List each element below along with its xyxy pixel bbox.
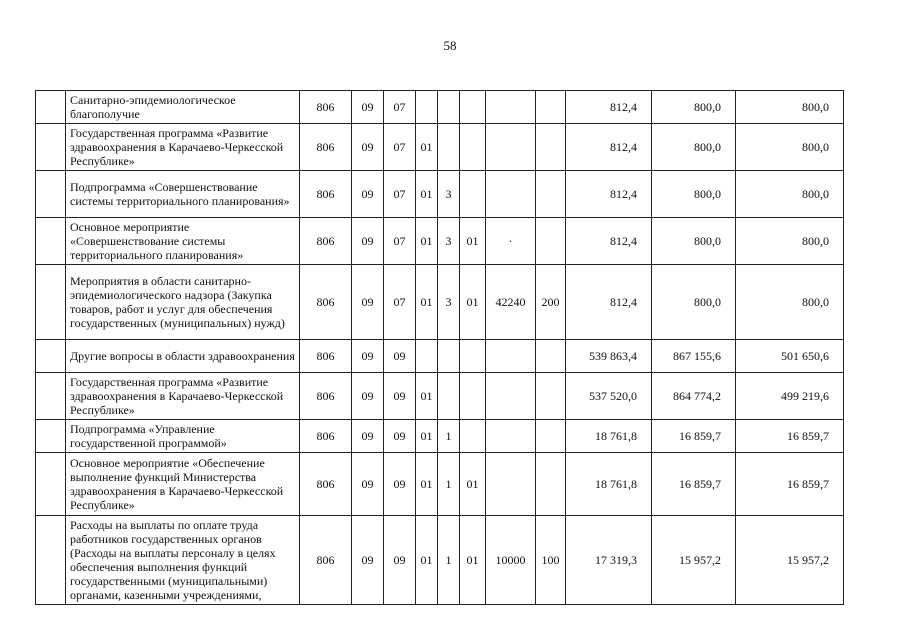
cell-ved: 806 — [300, 516, 352, 605]
cell-sub — [438, 373, 460, 420]
margin-cell — [36, 265, 66, 340]
cell-ved: 806 — [300, 340, 352, 373]
row-name: Основное мероприятие «Совершенствование системы территориального планирования» — [66, 218, 300, 265]
cell-pr: 09 — [384, 340, 416, 373]
cell-sum-2: 15 957,2 — [652, 516, 736, 605]
cell-napr — [486, 124, 536, 171]
cell-prog — [416, 91, 438, 124]
cell-sum-3: 800,0 — [736, 91, 844, 124]
cell-sum-1: 812,4 — [566, 171, 652, 218]
cell-rz: 09 — [352, 265, 384, 340]
cell-prog: 01 — [416, 171, 438, 218]
cell-sub — [438, 340, 460, 373]
cell-rz: 09 — [352, 340, 384, 373]
cell-rz: 09 — [352, 218, 384, 265]
cell-sum-1: 812,4 — [566, 265, 652, 340]
row-name: Основное мероприятие «Обеспечение выполнение функций Министерства здравоохранения в Карачаево-Черкесской Республике» — [66, 453, 300, 516]
cell-sum-3: 16 859,7 — [736, 420, 844, 453]
cell-vr: 200 — [536, 265, 566, 340]
cell-pr: 07 — [384, 171, 416, 218]
cell-vr — [536, 453, 566, 516]
cell-sum-3: 800,0 — [736, 218, 844, 265]
table-row — [36, 373, 844, 420]
cell-sub: 1 — [438, 516, 460, 605]
cell-rz: 09 — [352, 171, 384, 218]
cell-vr — [536, 340, 566, 373]
cell-prog: 01 — [416, 453, 438, 516]
table-row — [36, 453, 844, 516]
cell-mer — [460, 91, 486, 124]
row-name: Мероприятия в области санитарно-эпидемиологического надзора (Закупка товаров, работ и услуг для обеспечения государственных (муниципальных) нужд) — [66, 265, 300, 340]
cell-mer — [460, 340, 486, 373]
margin-cell — [36, 171, 66, 218]
cell-sub — [438, 124, 460, 171]
cell-napr — [486, 373, 536, 420]
cell-sum-2: 864 774,2 — [652, 373, 736, 420]
cell-vr — [536, 373, 566, 420]
cell-prog: 01 — [416, 124, 438, 171]
cell-sum-3: 800,0 — [736, 171, 844, 218]
cell-prog: 01 — [416, 516, 438, 605]
cell-sum-1: 537 520,0 — [566, 373, 652, 420]
cell-mer: 01 — [460, 516, 486, 605]
margin-cell — [36, 218, 66, 265]
table-row — [36, 265, 844, 340]
cell-sub — [438, 91, 460, 124]
cell-rz: 09 — [352, 453, 384, 516]
cell-prog: 01 — [416, 265, 438, 340]
cell-vr — [536, 420, 566, 453]
cell-sum-1: 812,4 — [566, 91, 652, 124]
cell-napr — [486, 91, 536, 124]
page-number: 58 — [443, 38, 457, 53]
cell-mer — [460, 124, 486, 171]
cell-napr: · — [486, 218, 536, 265]
cell-rz: 09 — [352, 373, 384, 420]
cell-ved: 806 — [300, 171, 352, 218]
cell-ved: 806 — [300, 453, 352, 516]
cell-sum-2: 800,0 — [652, 265, 736, 340]
margin-cell — [36, 453, 66, 516]
table-row — [36, 218, 844, 265]
margin-cell — [36, 91, 66, 124]
cell-prog — [416, 340, 438, 373]
cell-sum-1: 18 761,8 — [566, 420, 652, 453]
cell-sum-3: 15 957,2 — [736, 516, 844, 605]
cell-sum-1: 539 863,4 — [566, 340, 652, 373]
cell-rz: 09 — [352, 420, 384, 453]
cell-napr: 10000 — [486, 516, 536, 605]
cell-sub: 3 — [438, 171, 460, 218]
cell-prog: 01 — [416, 218, 438, 265]
cell-ved: 806 — [300, 420, 352, 453]
cell-rz: 09 — [352, 124, 384, 171]
row-name: Государственная программа «Развитие здравоохранения в Карачаево-Черкесской Республике» — [66, 124, 300, 171]
margin-cell — [36, 340, 66, 373]
budget-table — [35, 90, 844, 605]
margin-cell — [36, 124, 66, 171]
cell-sub: 3 — [438, 265, 460, 340]
cell-mer: 01 — [460, 265, 486, 340]
cell-sum-3: 800,0 — [736, 124, 844, 171]
cell-sum-3: 499 219,6 — [736, 373, 844, 420]
cell-sum-2: 800,0 — [652, 218, 736, 265]
cell-ved: 806 — [300, 373, 352, 420]
cell-sum-3: 501 650,6 — [736, 340, 844, 373]
cell-sum-2: 800,0 — [652, 124, 736, 171]
cell-vr — [536, 218, 566, 265]
cell-napr — [486, 453, 536, 516]
cell-pr: 09 — [384, 453, 416, 516]
cell-vr — [536, 124, 566, 171]
cell-sum-2: 16 859,7 — [652, 420, 736, 453]
cell-sum-2: 800,0 — [652, 171, 736, 218]
cell-ved: 806 — [300, 265, 352, 340]
cell-sum-1: 17 319,3 — [566, 516, 652, 605]
cell-sub: 1 — [438, 453, 460, 516]
table-row — [36, 91, 844, 124]
cell-pr: 07 — [384, 91, 416, 124]
cell-napr — [486, 171, 536, 218]
row-name: Санитарно-эпидемиологическое благополучие — [66, 91, 300, 124]
table-row — [36, 124, 844, 171]
row-name: Государственная программа «Развитие здравоохранения в Карачаево-Черкесской Республике» — [66, 373, 300, 420]
cell-vr — [536, 171, 566, 218]
cell-sum-2: 16 859,7 — [652, 453, 736, 516]
margin-cell — [36, 373, 66, 420]
cell-ved: 806 — [300, 218, 352, 265]
cell-sub: 1 — [438, 420, 460, 453]
cell-ved: 806 — [300, 124, 352, 171]
cell-mer: 01 — [460, 453, 486, 516]
table-row — [36, 516, 844, 605]
cell-mer — [460, 420, 486, 453]
cell-ved: 806 — [300, 91, 352, 124]
row-name: Подпрограмма «Совершенствование системы территориального планирования» — [66, 171, 300, 218]
margin-cell — [36, 516, 66, 605]
cell-sum-3: 16 859,7 — [736, 453, 844, 516]
cell-napr — [486, 420, 536, 453]
table-row — [36, 171, 844, 218]
cell-napr — [486, 340, 536, 373]
cell-sum-2: 800,0 — [652, 91, 736, 124]
cell-sum-1: 812,4 — [566, 124, 652, 171]
row-name: Подпрограмма «Управление государственной программой» — [66, 420, 300, 453]
table-body — [36, 91, 844, 605]
cell-sum-1: 18 761,8 — [566, 453, 652, 516]
cell-mer: 01 — [460, 218, 486, 265]
cell-prog: 01 — [416, 420, 438, 453]
row-name: Другие вопросы в области здравоохранения — [66, 340, 300, 373]
cell-sum-2: 867 155,6 — [652, 340, 736, 373]
cell-sub: 3 — [438, 218, 460, 265]
cell-pr: 07 — [384, 124, 416, 171]
cell-sum-1: 812,4 — [566, 218, 652, 265]
cell-vr — [536, 91, 566, 124]
margin-cell — [36, 420, 66, 453]
cell-mer — [460, 171, 486, 218]
cell-pr: 09 — [384, 516, 416, 605]
cell-pr: 09 — [384, 373, 416, 420]
table-row — [36, 340, 844, 373]
cell-mer — [460, 373, 486, 420]
cell-pr: 09 — [384, 420, 416, 453]
cell-pr: 07 — [384, 265, 416, 340]
cell-rz: 09 — [352, 91, 384, 124]
row-name: Расходы на выплаты по оплате труда работников государственных органов (Расходы на выплаты персоналу в целях обеспечения выполнения функций государственными (муниципальными) органами, казенными учреждениями, — [66, 516, 300, 605]
cell-rz: 09 — [352, 516, 384, 605]
cell-prog: 01 — [416, 373, 438, 420]
cell-vr: 100 — [536, 516, 566, 605]
table-row — [36, 420, 844, 453]
cell-pr: 07 — [384, 218, 416, 265]
cell-napr: 42240 — [486, 265, 536, 340]
cell-sum-3: 800,0 — [736, 265, 844, 340]
